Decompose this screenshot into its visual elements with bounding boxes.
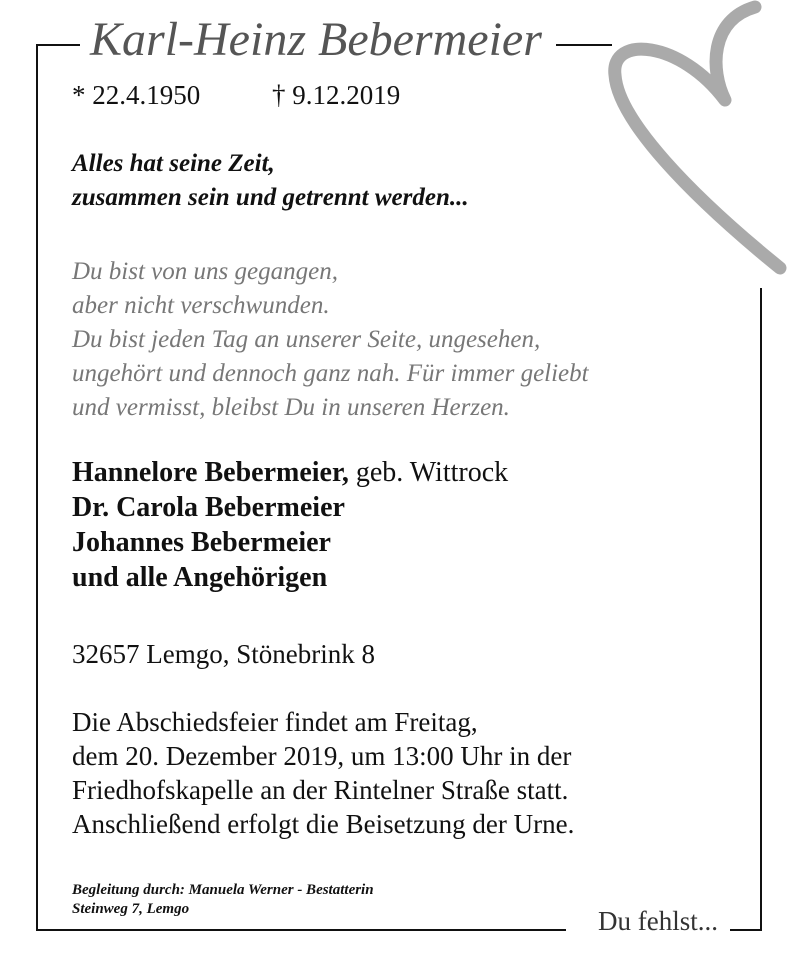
frame-top-right <box>556 44 612 46</box>
frame-bottom-right <box>730 929 762 931</box>
ceremony-notice <box>72 705 574 841</box>
ceremony-line: Anschließend erfolgt die Beisetzung der Urne. <box>72 809 575 839</box>
family-member: Johannes Bebermeier <box>72 527 331 558</box>
death-date: † 9.12.2019 <box>272 80 401 110</box>
undertaker-line: Steinweg 7, Lemgo <box>72 901 190 917</box>
birth-date: * 22.4.1950 <box>72 80 201 110</box>
verse-line: Du bist jeden Tag an unserer Seite, ungesehen, <box>72 326 541 353</box>
frame-top-left <box>36 44 80 46</box>
verse-line: zusammen sein und getrennt werden... <box>72 184 469 211</box>
verse-line: Du bist von uns gegangen, <box>72 258 338 285</box>
verse-line: aber nicht verschwunden. <box>72 292 330 319</box>
spouse-note: geb. Wittrock <box>348 457 509 488</box>
undertaker-info <box>72 881 374 919</box>
family-member: Dr. Carola Bebermeier <box>72 492 345 523</box>
family-list <box>72 455 508 595</box>
ceremony-line: dem 20. Dezember 2019, um 13:00 Uhr in der <box>72 741 572 771</box>
closing-text: Du fehlst... <box>598 906 718 936</box>
family-address: 32657 Lemgo, Stönebrink 8 <box>72 639 375 669</box>
ceremony-line: Friedhofskapelle an der Rintelner Straße statt. <box>72 775 569 805</box>
verse-dark <box>72 147 469 215</box>
frame-bottom <box>36 929 566 931</box>
family-member: und alle Angehörigen <box>72 562 328 593</box>
verse-line: ungehört und dennoch ganz nah. Für immer geliebt <box>72 360 589 387</box>
frame-left <box>36 44 38 930</box>
undertaker-line: Begleitung durch: Manuela Werner - Bestatterin <box>72 882 374 898</box>
verse-line: Alles hat seine Zeit, <box>72 150 275 177</box>
verse-grey <box>72 255 589 425</box>
spouse-name: Hannelore Bebermeier, <box>72 457 349 488</box>
frame-right <box>760 288 762 930</box>
spouse-line <box>72 455 508 490</box>
verse-line: und vermisst, bleibst Du in unseren Herzen. <box>72 394 510 421</box>
ceremony-line: Die Abschiedsfeier findet am Freitag, <box>72 707 478 737</box>
deceased-name: Karl-Heinz Bebermeier <box>90 13 542 66</box>
